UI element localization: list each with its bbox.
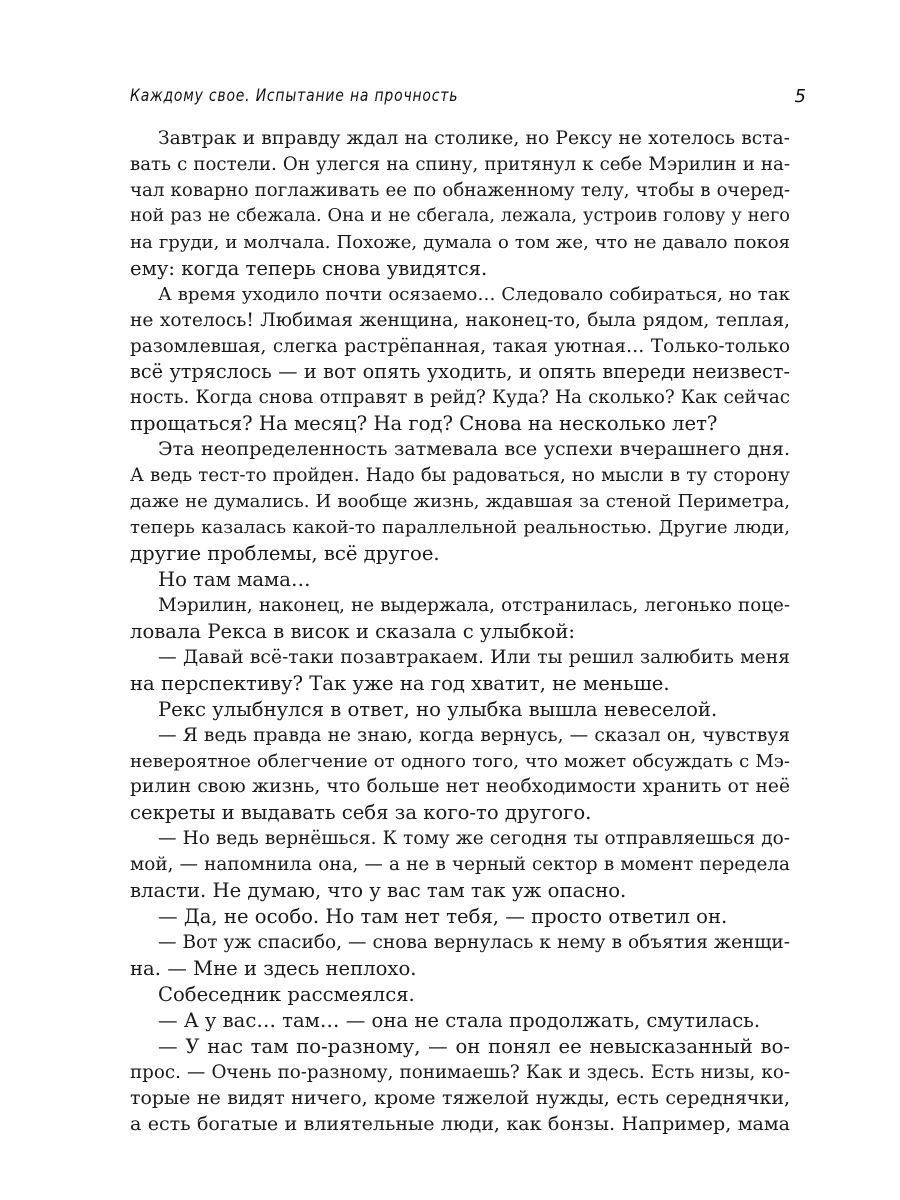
page-number: 5 bbox=[794, 86, 806, 107]
text-line: Рекс улыбнулся в ответ, но улыбка вышла невеселой. bbox=[158, 697, 718, 721]
text-line: ему: когда теперь снова увидятся. bbox=[130, 256, 488, 280]
text-line: не хотелось! Любимая женщина, наконец-то, была рядом, теплая, bbox=[130, 309, 790, 331]
text-line: а есть богатые и влиятельные люди, как бонзы. Например, мама bbox=[130, 1112, 790, 1135]
text-line: — А у вас… там… — она не стала продолжать, смутилась. bbox=[158, 1008, 761, 1032]
text-line: ность. Когда снова отправят в рейд? Куда? На сколько? Как сейчас bbox=[130, 387, 790, 409]
text-line: Эта неопределенность затмевала все успехи вчерашнего дня. bbox=[158, 438, 790, 461]
text-line: Но там мама… bbox=[158, 567, 311, 591]
text-line: рилин свою жизнь, что больше нет необходимости хранить от неё bbox=[130, 776, 790, 798]
text-line: ловала Рекса в висок и сказала с улыбкой: bbox=[130, 619, 576, 643]
text-line: мой, — напомнила она, — а не в черный сектор в момент передела bbox=[130, 854, 790, 876]
running-title: Каждому свое. Испытание на прочность bbox=[130, 86, 459, 106]
text-line: прощаться? На месяц? На год? Снова на несколько лет? bbox=[130, 412, 718, 436]
text-line: А ведь тест-то пройден. Надо бы радоваться, но мысли в ту сторону bbox=[130, 465, 790, 487]
text-line: на перспективу? Так уже на год хватит, не меньше. bbox=[130, 671, 670, 695]
text-line: торые не видят ничего, кроме тяжелой нужды, есть середнячки, bbox=[130, 1086, 790, 1109]
text-line: чал коварно поглаживать ее по обнаженному телу, чтобы в очеред- bbox=[130, 179, 790, 201]
text-line: разомлевшая, слегка растрёпанная, такая уютная… Только-только bbox=[130, 335, 790, 357]
body-text bbox=[130, 126, 790, 1138]
text-line: — Вот уж спасибо, — снова вернулась к нему в объятия женщи- bbox=[158, 932, 790, 954]
text-line: секреты и выдавать себя за кого-то другого. bbox=[130, 801, 592, 825]
text-line: Собеседник рассмеялся. bbox=[158, 982, 415, 1006]
text-line: — У нас там по-разному, — он понял ее невысказанный во- bbox=[158, 1034, 790, 1058]
text-line: теперь казалась какой-то параллельной реальностью. Другие люди, bbox=[130, 517, 790, 539]
text-line: даже не думались. И вообще жизнь, ждавшая за стеной Периметра, bbox=[130, 491, 790, 513]
text-line: — Да, не особо. Но там нет тебя, — просто ответил он. bbox=[158, 905, 728, 929]
text-line: А время уходило почти осязаемо… Следовало собираться, но так bbox=[158, 283, 790, 305]
page-header bbox=[130, 86, 806, 112]
text-line: на. — Мне и здесь неплохо. bbox=[130, 957, 417, 980]
text-line: вать с постели. Он улегся на спину, притянул к себе Мэрилин и на- bbox=[130, 153, 790, 175]
text-line: — Я ведь правда не знаю, когда вернусь, — сказал он, чувствуя bbox=[158, 724, 790, 746]
text-line: Завтрак и вправду ждал на столике, но Рексу не хотелось вста- bbox=[158, 128, 790, 149]
text-line: невероятное облегчение от одного того, что может обсуждать с Мэ- bbox=[130, 750, 790, 772]
text-line: прос. — Очень по-разному, понимаешь? Как и здесь. Есть низы, ко- bbox=[130, 1061, 790, 1083]
text-line: всё утряслось — и вот опять уходить, и опять впереди неизвест- bbox=[130, 360, 790, 384]
text-line: на груди, и молчала. Похоже, думала о том же, что не давало покоя bbox=[130, 231, 790, 253]
text-line: — Но ведь вернёшься. К тому же сегодня ты отправляешься до- bbox=[158, 828, 790, 850]
text-line: другие проблемы, всё другое. bbox=[130, 542, 440, 565]
text-line: ной раз не сбежала. Она и не сбегала, лежала, устроив голову у него bbox=[130, 205, 790, 226]
text-line: власти. Не думаю, что у вас там так уж опасно. bbox=[130, 879, 627, 903]
text-line: — Давай всё-таки позавтракаем. Или ты решил залюбить меня bbox=[158, 646, 790, 668]
text-line: Мэрилин, наконец, не выдержала, отстранилась, легонько поце- bbox=[158, 594, 790, 616]
